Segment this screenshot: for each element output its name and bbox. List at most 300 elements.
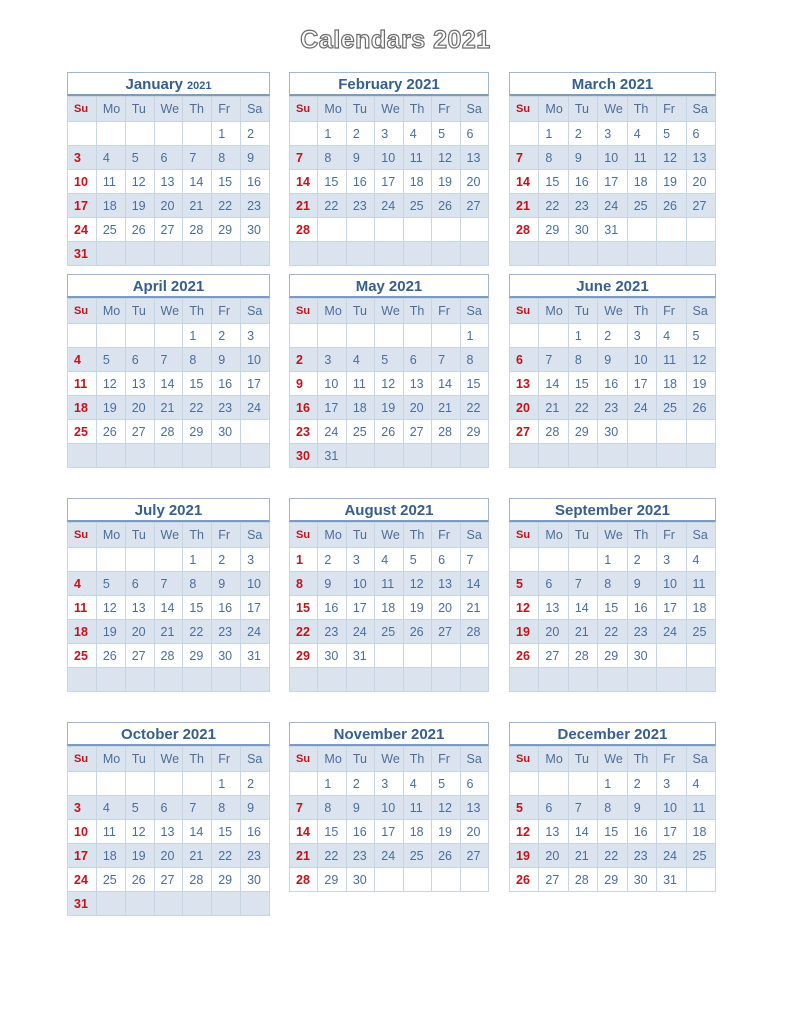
day-cell: 26: [510, 644, 539, 668]
weekday-header: Mo: [539, 523, 568, 548]
weekday-header: We: [375, 299, 403, 324]
week-row: [510, 548, 716, 572]
day-cell: [241, 420, 270, 444]
day-cell: 9: [627, 572, 656, 596]
day-cell: 12: [96, 596, 125, 620]
week-row: [68, 242, 270, 266]
day-cell: 7: [154, 348, 183, 372]
weekday-header: Mo: [539, 299, 568, 324]
day-cell: 22: [460, 396, 488, 420]
day-cell: 30: [212, 644, 241, 668]
day-cell: 16: [568, 170, 597, 194]
month-july: [67, 498, 270, 692]
day-cell: 31: [68, 892, 97, 916]
day-cell: 2: [318, 548, 346, 572]
month-may: [289, 274, 489, 468]
week-row: [68, 572, 270, 596]
day-cell: [686, 444, 715, 468]
day-cell: [96, 122, 125, 146]
weekday-header: Fr: [657, 747, 686, 772]
weekday-header: Sa: [241, 97, 270, 122]
week-row: [510, 218, 716, 242]
day-cell: 20: [539, 620, 568, 644]
day-cell: [290, 242, 318, 266]
month-table: [289, 522, 489, 692]
day-cell: [125, 892, 154, 916]
day-cell: 17: [375, 820, 403, 844]
week-row: [68, 348, 270, 372]
day-cell: [212, 242, 241, 266]
week-row: [290, 122, 489, 146]
day-cell: [375, 868, 403, 892]
day-cell: 27: [403, 420, 431, 444]
day-cell: 5: [125, 796, 154, 820]
day-cell: [68, 668, 97, 692]
day-cell: 25: [686, 620, 715, 644]
day-cell: [346, 444, 374, 468]
day-cell: 14: [568, 596, 597, 620]
day-cell: 5: [403, 548, 431, 572]
weekday-header: We: [154, 299, 183, 324]
day-cell: 15: [539, 170, 568, 194]
month-table: [67, 298, 270, 468]
day-cell: [598, 444, 627, 468]
week-row: [68, 796, 270, 820]
day-cell: 10: [598, 146, 627, 170]
day-cell: 8: [183, 348, 212, 372]
weekday-header: We: [154, 97, 183, 122]
day-cell: 19: [125, 844, 154, 868]
day-cell: 7: [568, 572, 597, 596]
day-cell: 7: [539, 348, 568, 372]
page-title: Calendars 2021: [300, 26, 491, 54]
day-cell: 26: [657, 194, 686, 218]
weekday-header: Th: [627, 747, 656, 772]
month-table: [289, 746, 489, 892]
day-cell: 24: [68, 218, 97, 242]
day-cell: 6: [510, 348, 539, 372]
day-cell: 9: [212, 348, 241, 372]
week-row: [290, 548, 489, 572]
day-cell: 17: [241, 372, 270, 396]
month-title: [509, 274, 716, 298]
day-cell: [96, 548, 125, 572]
day-cell: 9: [627, 796, 656, 820]
weekday-header: Sa: [460, 97, 488, 122]
week-row: [290, 620, 489, 644]
day-cell: [432, 868, 460, 892]
day-cell: 27: [432, 620, 460, 644]
day-cell: [510, 444, 539, 468]
day-cell: 31: [346, 644, 374, 668]
day-cell: 15: [598, 596, 627, 620]
day-cell: 4: [627, 122, 656, 146]
week-row: [510, 444, 716, 468]
week-row: [68, 820, 270, 844]
day-cell: [68, 324, 97, 348]
month-march: [509, 72, 716, 266]
day-cell: 28: [539, 420, 568, 444]
week-row: [68, 892, 270, 916]
month-name: January: [125, 76, 184, 93]
day-cell: 27: [539, 644, 568, 668]
weekday-header: Su: [290, 97, 318, 122]
month-name: May: [355, 278, 385, 295]
weekday-header: Mo: [539, 97, 568, 122]
day-cell: 10: [657, 796, 686, 820]
day-cell: 16: [598, 372, 627, 396]
day-cell: 29: [598, 868, 627, 892]
day-cell: 27: [460, 194, 488, 218]
day-cell: 27: [154, 218, 183, 242]
day-cell: 8: [212, 796, 241, 820]
day-cell: [241, 242, 270, 266]
week-row: [68, 122, 270, 146]
week-row: [510, 420, 716, 444]
day-cell: [154, 548, 183, 572]
month-year: 2021: [168, 502, 203, 519]
weekday-header: Sa: [686, 299, 715, 324]
week-row: [510, 372, 716, 396]
day-cell: [460, 242, 488, 266]
weekday-header: Mo: [318, 299, 346, 324]
day-cell: [539, 444, 568, 468]
day-cell: [96, 444, 125, 468]
day-cell: 2: [627, 548, 656, 572]
day-cell: 8: [460, 348, 488, 372]
weekday-header: We: [598, 97, 627, 122]
week-row: [510, 122, 716, 146]
day-cell: 18: [403, 170, 431, 194]
day-cell: [657, 218, 686, 242]
week-row: [68, 170, 270, 194]
day-cell: 3: [68, 796, 97, 820]
day-cell: 21: [568, 620, 597, 644]
day-cell: 11: [375, 572, 403, 596]
day-cell: 13: [125, 372, 154, 396]
day-cell: 9: [346, 796, 374, 820]
day-cell: 23: [241, 194, 270, 218]
day-cell: [212, 668, 241, 692]
month-september: [509, 498, 716, 692]
day-cell: 9: [241, 796, 270, 820]
day-cell: 20: [686, 170, 715, 194]
week-row: [68, 620, 270, 644]
day-cell: 29: [318, 868, 346, 892]
day-cell: 17: [318, 396, 346, 420]
weekday-header: We: [598, 299, 627, 324]
day-cell: 1: [460, 324, 488, 348]
day-cell: [686, 868, 715, 892]
day-cell: 27: [460, 844, 488, 868]
day-cell: 3: [241, 548, 270, 572]
weekday-header: Fr: [212, 747, 241, 772]
day-cell: [510, 242, 539, 266]
weekday-header: Mo: [318, 747, 346, 772]
day-cell: [432, 242, 460, 266]
weekday-header: Fr: [432, 299, 460, 324]
week-row: [68, 596, 270, 620]
day-cell: 28: [568, 868, 597, 892]
day-cell: 11: [403, 796, 431, 820]
month-october: [67, 722, 270, 916]
weekday-header: Tu: [346, 523, 374, 548]
month-year: 2021: [406, 76, 440, 93]
day-cell: 17: [657, 596, 686, 620]
day-cell: 12: [125, 170, 154, 194]
day-cell: 16: [290, 396, 318, 420]
month-name: December: [557, 726, 631, 743]
day-cell: 24: [241, 620, 270, 644]
day-cell: 7: [568, 796, 597, 820]
day-cell: [154, 242, 183, 266]
day-cell: 21: [568, 844, 597, 868]
weekday-header: Sa: [460, 747, 488, 772]
day-cell: [375, 644, 403, 668]
day-cell: 31: [68, 242, 97, 266]
weekday-header: Tu: [125, 299, 154, 324]
day-cell: [125, 548, 154, 572]
day-cell: 17: [375, 170, 403, 194]
day-cell: 20: [432, 596, 460, 620]
day-cell: 6: [686, 122, 715, 146]
day-cell: 4: [657, 324, 686, 348]
week-row: [290, 146, 489, 170]
day-cell: 20: [154, 844, 183, 868]
day-cell: [657, 420, 686, 444]
day-cell: 26: [96, 420, 125, 444]
week-row: [68, 444, 270, 468]
week-row: [68, 146, 270, 170]
day-cell: 23: [346, 194, 374, 218]
day-cell: 20: [460, 820, 488, 844]
day-cell: [183, 242, 212, 266]
weekday-header: Fr: [212, 299, 241, 324]
month-title: [509, 722, 716, 746]
day-cell: 8: [318, 796, 346, 820]
day-cell: 23: [598, 396, 627, 420]
weekday-header: We: [154, 747, 183, 772]
day-cell: 23: [212, 620, 241, 644]
day-cell: 29: [598, 644, 627, 668]
day-cell: 5: [686, 324, 715, 348]
weekday-header: Su: [68, 523, 97, 548]
month-april: [67, 274, 270, 468]
day-cell: 5: [375, 348, 403, 372]
day-cell: [212, 444, 241, 468]
week-row: [290, 242, 489, 266]
week-row: [510, 572, 716, 596]
weekday-header: Tu: [125, 747, 154, 772]
day-cell: [432, 668, 460, 692]
day-cell: [510, 122, 539, 146]
day-cell: [241, 892, 270, 916]
weekday-header: Th: [627, 299, 656, 324]
day-cell: 16: [318, 596, 346, 620]
week-row: [68, 372, 270, 396]
month-title: [67, 722, 270, 746]
weekday-header: Th: [403, 747, 431, 772]
day-cell: 1: [212, 122, 241, 146]
month-title: [509, 498, 716, 522]
day-cell: 13: [686, 146, 715, 170]
day-cell: 1: [568, 324, 597, 348]
month-year: 2021: [170, 278, 205, 295]
day-cell: 23: [241, 844, 270, 868]
day-cell: [686, 668, 715, 692]
day-cell: 4: [346, 348, 374, 372]
day-cell: 10: [318, 372, 346, 396]
weekday-header: Mo: [318, 523, 346, 548]
day-cell: [183, 122, 212, 146]
day-cell: [346, 324, 374, 348]
weekday-header: Sa: [686, 747, 715, 772]
week-row: [290, 772, 489, 796]
weekday-header: We: [154, 523, 183, 548]
month-table: [67, 746, 270, 916]
week-row: [290, 572, 489, 596]
week-row: [290, 324, 489, 348]
day-cell: 24: [375, 844, 403, 868]
day-cell: 2: [568, 122, 597, 146]
day-cell: 27: [510, 420, 539, 444]
day-cell: 1: [318, 122, 346, 146]
day-cell: [154, 772, 183, 796]
day-cell: [375, 444, 403, 468]
weekday-header: Sa: [241, 299, 270, 324]
weekday-header: Tu: [346, 97, 374, 122]
day-cell: 20: [539, 844, 568, 868]
day-cell: [460, 644, 488, 668]
day-cell: 19: [96, 396, 125, 420]
day-cell: 7: [183, 146, 212, 170]
month-title: [289, 72, 489, 96]
day-cell: 18: [346, 396, 374, 420]
day-cell: 23: [627, 620, 656, 644]
day-cell: [290, 122, 318, 146]
day-cell: 2: [627, 772, 656, 796]
day-cell: [568, 444, 597, 468]
day-cell: 21: [510, 194, 539, 218]
month-name: November: [333, 726, 407, 743]
day-cell: 11: [627, 146, 656, 170]
day-cell: 28: [154, 644, 183, 668]
week-row: [510, 146, 716, 170]
month-name: June: [576, 278, 612, 295]
day-cell: 5: [510, 796, 539, 820]
weekday-header: Sa: [241, 523, 270, 548]
day-cell: 9: [346, 146, 374, 170]
month-name: August: [344, 502, 397, 519]
day-cell: 3: [627, 324, 656, 348]
week-row: [68, 218, 270, 242]
day-cell: 25: [686, 844, 715, 868]
day-cell: 31: [318, 444, 346, 468]
day-cell: [598, 668, 627, 692]
week-row: [510, 620, 716, 644]
day-cell: 15: [183, 596, 212, 620]
day-cell: 13: [510, 372, 539, 396]
day-cell: [318, 218, 346, 242]
week-row: [290, 596, 489, 620]
day-cell: [68, 444, 97, 468]
day-cell: 1: [212, 772, 241, 796]
weekday-header: Sa: [460, 523, 488, 548]
day-cell: 23: [568, 194, 597, 218]
day-cell: 8: [539, 146, 568, 170]
day-cell: [403, 444, 431, 468]
day-cell: 10: [241, 572, 270, 596]
day-cell: 13: [460, 146, 488, 170]
day-cell: 25: [375, 620, 403, 644]
day-cell: 6: [125, 572, 154, 596]
week-row: [290, 868, 489, 892]
day-cell: [125, 122, 154, 146]
day-cell: [96, 668, 125, 692]
day-cell: 18: [68, 620, 97, 644]
day-cell: 7: [510, 146, 539, 170]
day-cell: 6: [539, 572, 568, 596]
day-cell: 16: [241, 820, 270, 844]
weekday-header: Fr: [212, 97, 241, 122]
day-cell: 28: [290, 868, 318, 892]
day-cell: [403, 868, 431, 892]
day-cell: 6: [460, 772, 488, 796]
day-cell: 1: [539, 122, 568, 146]
month-name: March: [571, 76, 616, 93]
weekday-header: Fr: [657, 299, 686, 324]
weekday-header: We: [598, 523, 627, 548]
month-table: [509, 298, 716, 468]
day-cell: 3: [598, 122, 627, 146]
day-cell: [403, 644, 431, 668]
day-cell: 26: [96, 644, 125, 668]
day-cell: 6: [154, 796, 183, 820]
day-cell: 22: [183, 620, 212, 644]
day-cell: 10: [346, 572, 374, 596]
day-cell: 4: [68, 572, 97, 596]
day-cell: 1: [183, 548, 212, 572]
day-cell: 30: [598, 420, 627, 444]
day-cell: 1: [598, 772, 627, 796]
week-row: [510, 644, 716, 668]
day-cell: 14: [183, 170, 212, 194]
weekday-header: Sa: [686, 97, 715, 122]
day-cell: 7: [154, 572, 183, 596]
day-cell: 30: [290, 444, 318, 468]
day-cell: 11: [68, 596, 97, 620]
day-cell: 12: [125, 820, 154, 844]
month-june: [509, 274, 716, 468]
day-cell: [627, 242, 656, 266]
day-cell: 14: [154, 372, 183, 396]
day-cell: 24: [657, 620, 686, 644]
day-cell: 11: [686, 796, 715, 820]
day-cell: [96, 892, 125, 916]
week-row: [510, 596, 716, 620]
week-row: [68, 420, 270, 444]
day-cell: 22: [290, 620, 318, 644]
day-cell: 1: [598, 548, 627, 572]
weekday-header: Fr: [657, 523, 686, 548]
day-cell: 18: [403, 820, 431, 844]
week-row: [290, 396, 489, 420]
day-cell: [290, 772, 318, 796]
day-cell: 15: [318, 820, 346, 844]
day-cell: 11: [657, 348, 686, 372]
day-cell: 10: [375, 796, 403, 820]
day-cell: [154, 668, 183, 692]
